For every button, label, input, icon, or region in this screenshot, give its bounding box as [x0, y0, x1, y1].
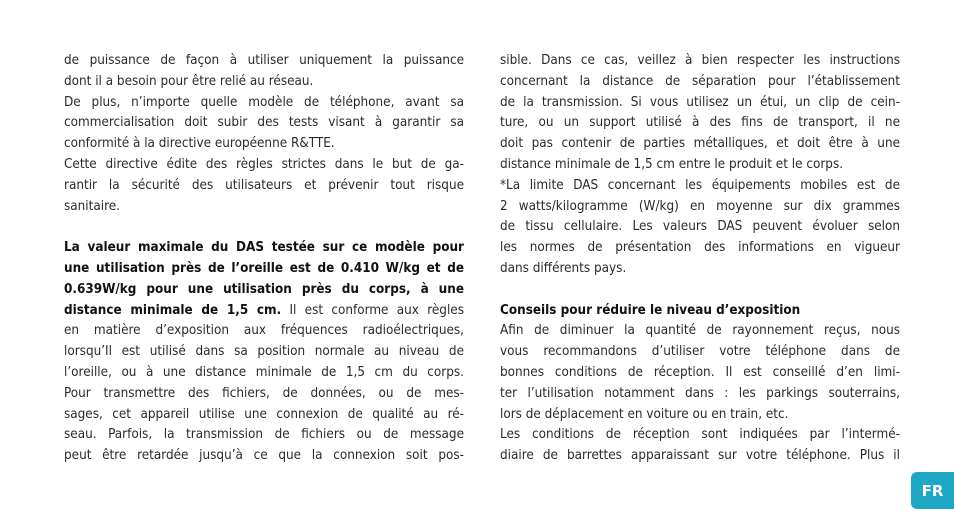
- language-tab: [911, 472, 954, 509]
- text-line: rantir la sécurité des utilisateurs et prévenir tout risque: [64, 177, 464, 193]
- language-tab-label: FR: [921, 481, 944, 500]
- text-line: lorsqu’Il est utilisé dans sa position normale au niveau de: [64, 344, 464, 360]
- text-line: concernant la distance de séparation pour l’établissement: [500, 73, 900, 89]
- text-line: Afin de diminuer la quantité de rayonnement reçus, nous: [500, 323, 900, 339]
- left-text-column: [64, 51, 464, 467]
- text-line: de puissance de façon à utiliser uniquement la puissance: [64, 53, 464, 68]
- text-line: commercialisation doit subir des tests visant à garantir sa: [64, 115, 464, 131]
- text-line: vous recommandons d’utiliser votre téléphone dans de: [500, 344, 900, 360]
- text-line: doit pas contenir de parties métalliques, et doit être à une: [500, 136, 900, 152]
- text-line: 0.639W/kg pour une utilisation près du corps, à une: [64, 281, 464, 297]
- text-line: dont il a besoin pour être relié au réseau.: [64, 73, 314, 89]
- text-line: dans différents pays.: [500, 260, 627, 276]
- text-line: De plus, n’importe quelle modèle de téléphone, avant sa: [64, 94, 464, 110]
- text-line: peut être retardée jusqu’à ce que la connexion soit pos-: [64, 448, 464, 464]
- text-line: 2 watts/kilogramme (W/kg) en moyenne sur dix grammes: [500, 198, 900, 214]
- right-text-column: [500, 51, 900, 467]
- text-line: ture, ou un support utilisé à des fins de transport, il ne: [500, 115, 900, 131]
- text-line: sible. Dans ce cas, veillez à bien respecter les instructions: [500, 53, 900, 68]
- text-span: Il est conforme aux règles: [281, 302, 464, 318]
- text-line: de la transmission. Si vous utilisez un étui, un clip de cein-: [500, 94, 900, 110]
- text-line: une utilisation près de l’oreille est de 0.410 W/kg et de: [64, 260, 464, 276]
- text-line: *La limite DAS concernant les équipements mobiles est de: [500, 177, 900, 193]
- text-line: distance minimale de 1,5 cm entre le produit et le corps.: [500, 156, 844, 172]
- text-line: sanitaire.: [64, 198, 120, 214]
- text-line: en matière d’exposition aux fréquences radioélectriques,: [64, 323, 464, 339]
- text-line: lors de déplacement en voiture ou en train, etc.: [500, 406, 789, 422]
- text-line: diaire de barrettes apparaissant sur votre téléphone. Plus il: [500, 448, 900, 464]
- text-line: Cette directive édite des règles strictes dans le but de ga-: [64, 156, 464, 172]
- text-line: les normes de présentation des informations en vigueur: [500, 240, 900, 256]
- bold-text-span: distance minimale de 1,5 cm.: [64, 302, 282, 318]
- text-line: seau. Parfois, la transmission de fichiers ou de message: [64, 427, 464, 443]
- text-line: ter l’utilisation notamment dans : les parkings souterrains,: [500, 385, 900, 401]
- paragraph-gap: [500, 280, 900, 301]
- paragraph-gap: [64, 217, 464, 238]
- text-line: La valeur maximale du DAS testée sur ce modèle pour: [64, 240, 464, 256]
- text-line: Les conditions de réception sont indiquées par l’intermé-: [500, 427, 900, 443]
- text-line: de tissu cellulaire. Les valeurs DAS peuvent évoluer selon: [500, 219, 900, 235]
- text-line: [64, 301, 464, 322]
- text-line: sages, cet appareil utilise une connexion de qualité au ré-: [64, 406, 464, 422]
- text-line: l’oreille, ou à une distance minimale de 1,5 cm du corps.: [64, 364, 464, 380]
- text-line: Pour transmettre des fichiers, de données, ou de mes-: [64, 385, 464, 401]
- text-line: conformité à la directive européenne R&TTE.: [64, 136, 335, 152]
- text-line: bonnes conditions de réception. Il est conseillé d’en limi-: [500, 364, 900, 380]
- text-line: Conseils pour réduire le niveau d’exposition: [500, 302, 801, 318]
